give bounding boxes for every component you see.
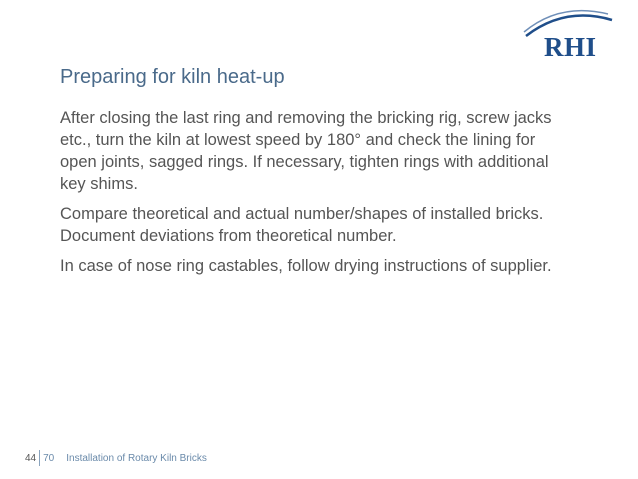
page-number-current: 44 <box>25 452 37 464</box>
slide-title: Preparing for kiln heat-up <box>60 66 285 88</box>
document-name: Installation of Rotary Kiln Bricks <box>66 452 207 464</box>
logo-text: RHI <box>544 32 597 62</box>
slide-footer <box>25 450 207 466</box>
rhi-logo <box>520 8 620 62</box>
slide-body <box>60 107 560 285</box>
page-separator <box>39 450 40 466</box>
paragraph-nose-ring-castables: In case of nose ring castables, follow drying instructions of supplier. <box>60 257 552 275</box>
paragraph-rotation-check: After closing the last ring and removing the bricking rig, screw jacks etc., turn the kiln at lowest speed by 180° and check the lining for open joints, sagged rings. If necessary, tighten rings with additional key shims. <box>60 109 552 193</box>
page-number-total: 70 <box>43 452 55 464</box>
paragraph-brick-comparison: Compare theoretical and actual number/shapes of installed bricks. Document deviations from theoretical number. <box>60 205 544 245</box>
